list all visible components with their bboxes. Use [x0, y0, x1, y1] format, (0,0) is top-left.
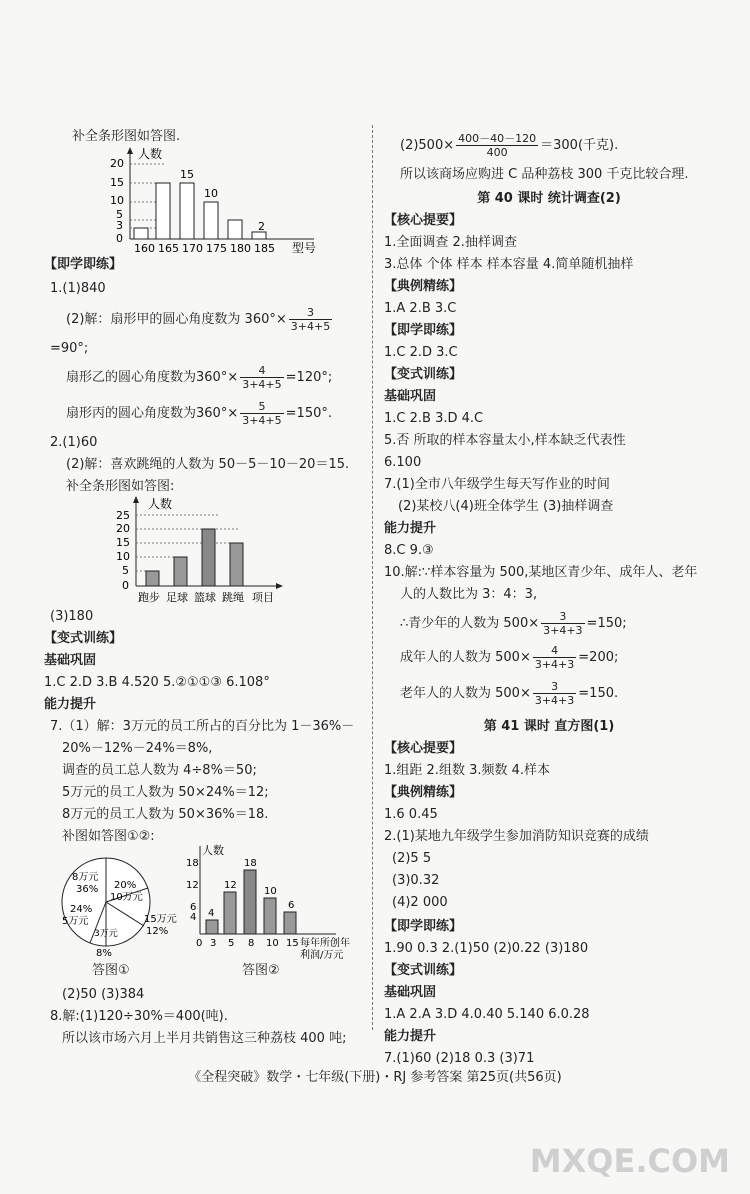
text-line: 2.(1)某地九年级学生参加消防知识竞赛的成绩: [384, 829, 649, 844]
text-line: 补图如答图①②:: [62, 829, 155, 844]
y-tick: 5: [122, 564, 129, 577]
bar: [174, 557, 187, 586]
bar: [202, 529, 215, 586]
text-line: 扇形丙的圆心角度数为360°× $\frac{5}{3+4+5}$ =150°.: [66, 400, 332, 427]
text-line: (2)5 5: [392, 851, 432, 866]
text-line: 成年人的人数为 500× $\frac{4}{3+4+3}$ =200;: [400, 644, 619, 671]
section-heading: 能力提升: [384, 521, 437, 536]
text-line: =90°;: [50, 341, 89, 356]
bar-label: 6: [288, 900, 295, 911]
text-line: 1.C 2.B 3.D 4.C: [384, 411, 484, 426]
y-tick: 6: [190, 902, 197, 913]
text-line: 7.（1）解：3万元的员工所占的百分比为 1－36%－: [50, 719, 355, 734]
text-line: 7.(1)60 (2)18 0.3 (3)71: [384, 1051, 535, 1066]
section-heading: 【变式训练】: [384, 963, 463, 978]
section-heading: 【即学即练】: [384, 919, 463, 934]
text-line: 8.解:(1)120÷30%＝400(吨).: [50, 1009, 228, 1024]
bar-label: 15: [180, 168, 194, 181]
x-tick: 185: [254, 242, 275, 254]
bar: [134, 228, 148, 239]
section-heading: 基础巩固: [44, 653, 97, 668]
x-tick: 5: [228, 938, 235, 949]
fraction: $\frac{3}{3+4+3}$: [534, 680, 575, 707]
x-category: 足球: [166, 591, 188, 604]
figure-caption: 答图①: [92, 963, 130, 978]
y-tick: 0: [116, 232, 123, 245]
text-line: 8万元的员工人数为 50×36%＝18.: [62, 807, 269, 822]
bar-label: 10: [204, 187, 218, 200]
section-heading: 【即学即练】: [44, 257, 123, 272]
y-axis-label: 人数: [202, 844, 224, 857]
text-line: 1.A 2.B 3.C: [384, 301, 457, 316]
y-tick: 20: [116, 522, 130, 535]
text-line: 10.解:∵样本容量为 500,某地区青少年、成年人、老年: [384, 565, 698, 580]
bar-label: 10: [264, 886, 277, 897]
text-line: 1.A 2.A 3.D 4.0.40 5.140 6.0.28: [384, 1007, 590, 1022]
text-line: 补全条形图如答图.: [72, 129, 181, 144]
pie-label: 8%: [96, 948, 112, 958]
x-tick: 165: [158, 242, 179, 254]
text-line: 8.C 9.③: [384, 543, 434, 558]
pie-label: 15万元: [144, 914, 177, 925]
section-heading: 【典例精练】: [384, 279, 463, 294]
bar: [204, 202, 218, 239]
figure-caption: 答图②: [242, 963, 280, 978]
section-heading: 【即学即练】: [384, 323, 463, 338]
fraction: $\frac{4}{3+4+5}$: [242, 364, 282, 391]
section-heading: 【变式训练】: [384, 367, 463, 382]
y-tick: 10: [110, 194, 124, 207]
y-tick: 18: [186, 858, 199, 869]
x-tick: 160: [134, 242, 155, 254]
watermark-logo: MXQE.COM: [529, 1142, 730, 1180]
x-tick: 175: [206, 242, 227, 254]
text-line: 1.6 0.45: [384, 807, 438, 822]
y-tick: 25: [116, 509, 130, 522]
fraction: $\frac{3}{3+4+5}$: [290, 306, 331, 333]
fraction: $\frac{400-40-120}{400}$: [458, 132, 537, 159]
x-axis-label: 型号: [292, 241, 317, 254]
text-line: [66, 306, 334, 333]
lesson-heading: 第 40 课时 统计调查(2): [477, 191, 621, 206]
text-line: 1.全面调查 2.抽样调查: [384, 235, 517, 250]
section-heading: 【核心提要】: [384, 741, 463, 756]
bar: [264, 898, 276, 934]
x-tick: 8: [248, 938, 255, 949]
text-line: 2.(1)60: [50, 435, 98, 450]
bar: [228, 220, 242, 239]
bar: [206, 920, 218, 934]
section-heading: 基础巩固: [384, 389, 437, 404]
bar: [230, 543, 243, 586]
y-tick: 15: [116, 536, 130, 549]
text-line: (2)50 (3)384: [62, 987, 145, 1002]
pie-label: 5万元: [62, 916, 89, 927]
y-tick: 10: [116, 550, 130, 563]
section-heading: 【变式训练】: [44, 631, 123, 646]
pie-label: 36%: [76, 884, 99, 895]
y-tick: 12: [186, 880, 199, 891]
x-tick: 10: [266, 938, 279, 949]
section-heading: 【核心提要】: [384, 213, 463, 228]
bar-label: 18: [244, 858, 257, 869]
bar: [180, 183, 194, 239]
page-footer: 《全程突破》数学・七年级(下册)・RJ 参考答案 第25页(共56页): [188, 1070, 562, 1085]
bar-label: 12: [224, 880, 237, 891]
x-tick: 15: [286, 938, 299, 949]
text-line: (2)500× $\frac{400-40-120}{400}$ ＝300(千克).: [400, 132, 619, 159]
fraction: $\frac{3}{3+4+3}$: [543, 610, 583, 637]
text-line: 1.C 2.D 3.B 4.520 5.②①①③ 6.108°: [44, 675, 270, 690]
section-heading: 能力提升: [44, 697, 97, 712]
text-line: 1.90 0.3 2.(1)50 (2)0.22 (3)180: [384, 941, 589, 956]
pie-label: 12%: [146, 926, 169, 937]
text-line: 补全条形图如答图:: [66, 479, 175, 494]
pie-label: 10万元: [110, 892, 143, 903]
text-span: (2)解：扇形甲的圆心角度数为 360°×: [66, 312, 287, 327]
bar: [156, 183, 170, 239]
x-category: 跳绳: [222, 591, 244, 604]
text-line: 扇形乙的圆心角度数为360°× $\frac{4}{3+4+5}$ =120°;: [66, 364, 333, 391]
text-line: 调查的员工总人数为 4÷8%＝50;: [62, 763, 257, 778]
x-tick: 180: [230, 242, 251, 254]
y-tick: 0: [122, 579, 129, 592]
section-heading: 基础巩固: [384, 985, 437, 1000]
bar-label: 4: [208, 908, 215, 919]
text-line: 所以该商场应购进 C 品种荔枝 300 千克比较合理.: [400, 167, 689, 182]
text-line: 所以该市场六月上半月共销售这三种荔枝 400 吨;: [62, 1031, 347, 1046]
column-divider: [372, 125, 373, 1030]
text-line: 20%－12%－24%＝8%,: [62, 741, 213, 756]
text-line: (4)2 000: [392, 895, 448, 910]
y-axis-label: 人数: [138, 147, 163, 161]
text-line: 7.(1)全市八年级学生每天写作业的时间: [384, 477, 610, 492]
text-line: 1.组距 2.组数 3.频数 4.样本: [384, 763, 551, 778]
text-line: 1.(1)840: [50, 281, 106, 296]
bar: [284, 912, 296, 934]
text-line: (2)解：喜欢跳绳的人数为 50－5－10－20＝15.: [66, 457, 350, 472]
bar-chart-sports: [108, 494, 318, 606]
bar: [146, 571, 159, 586]
y-tick: 5: [116, 208, 123, 221]
x-axis-label: 每年所创年: [300, 938, 350, 949]
bar: [224, 892, 236, 934]
fraction: $\frac{4}{3+4+3}$: [534, 644, 575, 671]
x-tick: 0: [196, 938, 203, 949]
x-tick: 3: [210, 938, 217, 949]
text-line: 5.否 所取的样本容量太小,样本缺乏代表性: [384, 433, 626, 448]
fraction: $\frac{5}{3+4+5}$: [242, 400, 282, 427]
x-category: 篮球: [194, 591, 216, 604]
text-line: ∴青少年的人数为 500× $\frac{3}{3+4+3}$ =150;: [400, 610, 627, 637]
text-line: 老年人的人数为 500× $\frac{3}{3+4+3}$ =150.: [400, 680, 619, 707]
text-line: 6.100: [384, 455, 422, 470]
bar: [244, 870, 256, 934]
y-tick: 4: [190, 912, 197, 923]
x-category: 跑步: [138, 591, 160, 604]
y-tick: 20: [110, 157, 124, 170]
x-axis-label: 项目: [252, 591, 274, 604]
histogram-profit: [186, 842, 364, 964]
text-line: 1.C 2.D 3.C: [384, 345, 458, 360]
text-line: (3)180: [50, 609, 94, 624]
text-line: (3)0.32: [392, 873, 440, 888]
x-tick: 170: [182, 242, 203, 254]
text-line: 5万元的员工人数为 50×24%＝12;: [62, 785, 269, 800]
pie-chart: [48, 848, 188, 958]
y-tick: 15: [110, 176, 124, 189]
bar-chart-models: [104, 144, 334, 254]
section-heading: 能力提升: [384, 1029, 437, 1044]
text-line: (2)某校八(4)班全体学生 (3)抽样调查: [398, 499, 614, 514]
x-axis-label: 利润/万元: [300, 950, 344, 961]
pie-label: 20%: [114, 880, 137, 891]
text-line: 人的人数比为 3：4：3,: [400, 587, 538, 602]
y-axis-label: 人数: [148, 497, 173, 511]
pie-label: 8万元: [72, 872, 99, 883]
bar-label: 2: [258, 220, 265, 233]
section-heading: 【典例精练】: [384, 785, 463, 800]
pie-label: 24%: [70, 904, 93, 915]
y-tick: 3: [116, 219, 123, 232]
bar: [252, 232, 266, 239]
text-line: 3.总体 个体 样本 样本容量 4.简单随机抽样: [384, 257, 634, 272]
pie-label: 3万元: [94, 929, 118, 939]
lesson-heading: 第 41 课时 直方图(1): [483, 719, 615, 734]
